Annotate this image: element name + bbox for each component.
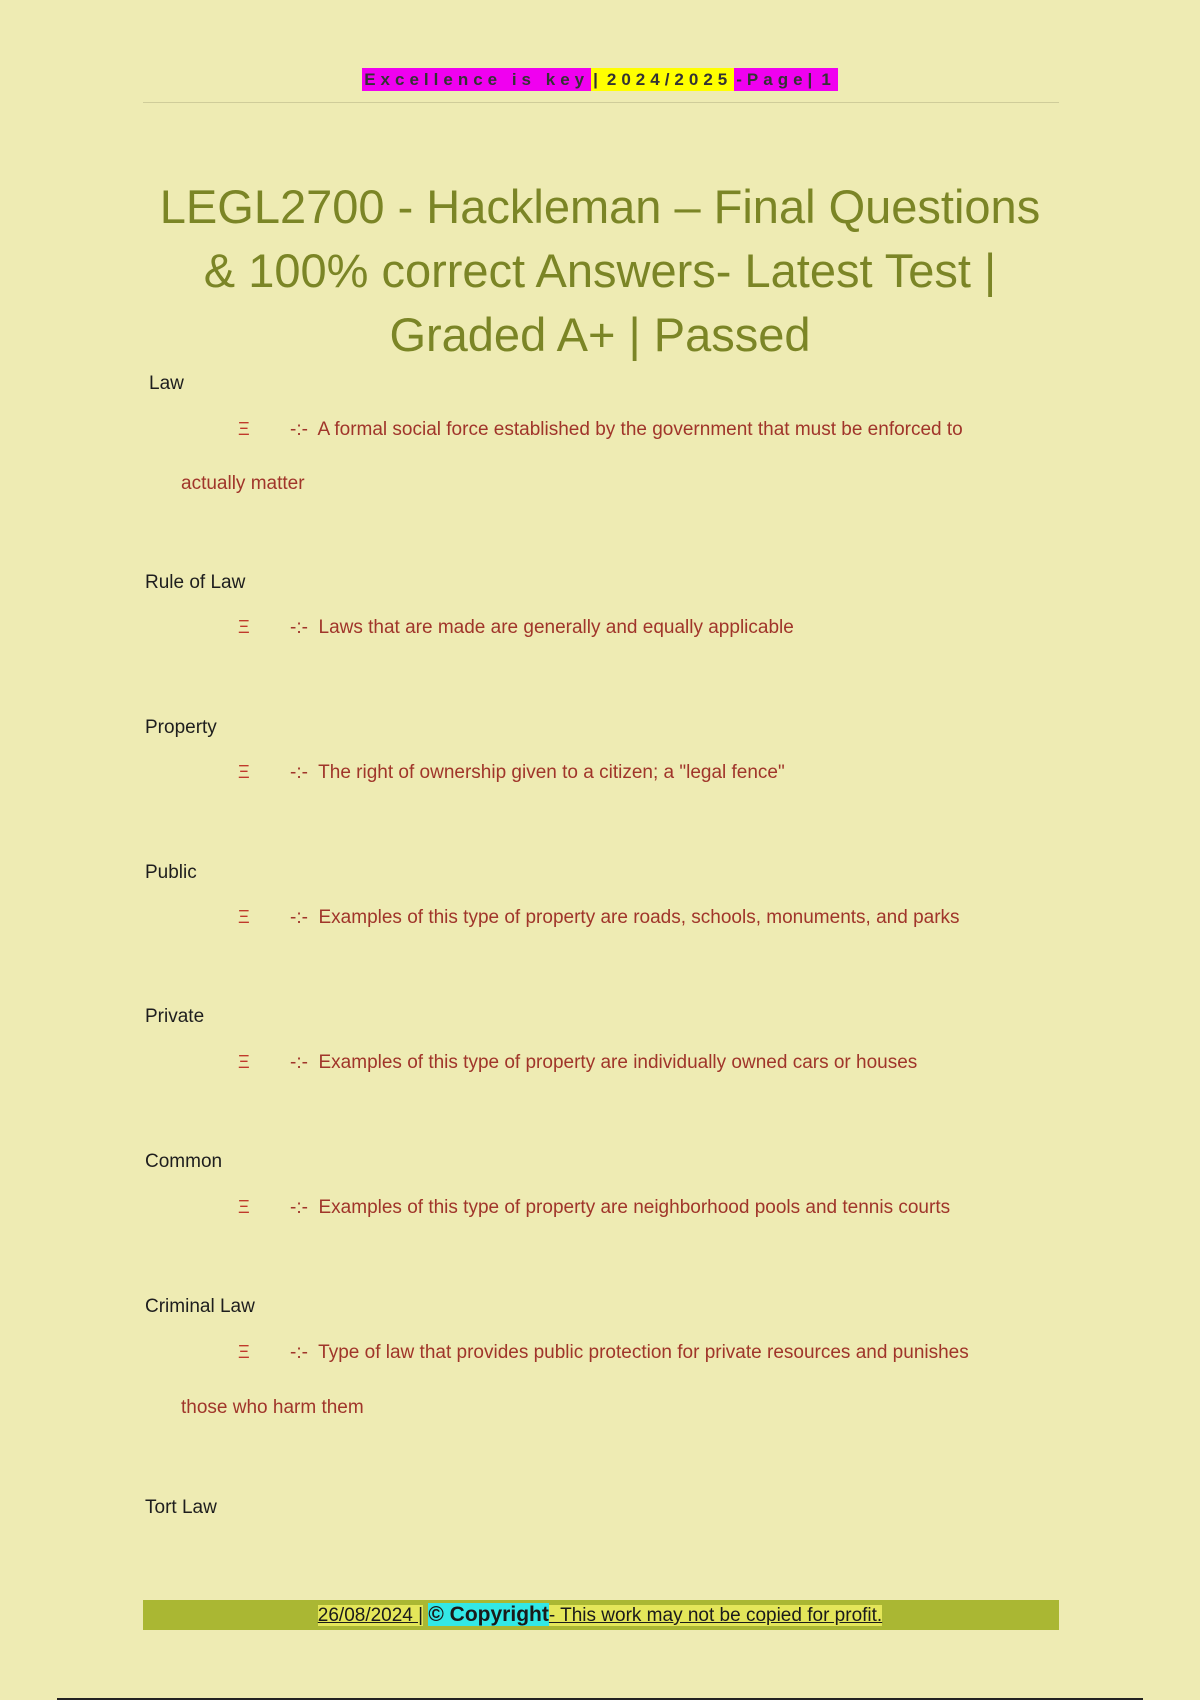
definition-public: -:- Examples of this type of property are roads, schools, monuments, and parks bbox=[290, 907, 960, 928]
document-title: LEGL2700 - Hackleman – Final Questions & 100% correct Answers- Latest Test | Graded A+ | Passed bbox=[159, 180, 1041, 361]
term-tort-law: Tort Law bbox=[145, 1497, 217, 1518]
bullet-icon: Ξ bbox=[238, 907, 250, 927]
term-criminal-law: Criminal Law bbox=[145, 1296, 255, 1317]
page-header bbox=[0, 70, 1200, 90]
bullet-icon: Ξ bbox=[238, 1052, 250, 1072]
definition-private: -:- Examples of this type of property are individually owned cars or houses bbox=[290, 1052, 918, 1073]
term-common: Common bbox=[145, 1151, 223, 1172]
header-page-number: 1 bbox=[821, 70, 836, 89]
bullet-icon: Ξ bbox=[238, 762, 250, 782]
bullet-icon: Ξ bbox=[238, 1342, 250, 1362]
definition-common: -:- Examples of this type of property are neighborhood pools and tennis courts bbox=[290, 1197, 951, 1218]
header-year: 2024/2025 bbox=[606, 70, 733, 89]
definition-property: -:- The right of ownership given to a citizen; a "legal fence" bbox=[290, 762, 785, 783]
header-page-label: -Page| bbox=[736, 70, 818, 89]
definition-criminal-law: -:- Type of law that provides public protection for private resources and punishes bbox=[290, 1342, 969, 1363]
page-footer bbox=[0, 1603, 1200, 1627]
footer-copyright: © Copyright bbox=[428, 1603, 549, 1626]
term-public: Public bbox=[145, 862, 197, 883]
term-rule-of-law: Rule of Law bbox=[145, 572, 246, 593]
term-private: Private bbox=[145, 1006, 205, 1027]
definition-criminal-law-continued: those who harm them bbox=[181, 1397, 364, 1418]
definition-law-continued: actually matter bbox=[181, 473, 305, 494]
bullet-icon: Ξ bbox=[238, 419, 250, 439]
header-divider bbox=[143, 102, 1059, 103]
bullet-icon: Ξ bbox=[238, 1197, 250, 1217]
footer-notice: - This work may not be copied for profit. bbox=[548, 1605, 883, 1626]
definition-rule-of-law: -:- Laws that are made are generally and equally applicable bbox=[290, 617, 794, 638]
header-separator: | bbox=[593, 70, 603, 89]
definition-law: -:- A formal social force established by the government that must be enforced to bbox=[290, 419, 963, 440]
term-property: Property bbox=[145, 717, 217, 738]
bullet-icon: Ξ bbox=[238, 617, 250, 637]
footer-date: 26/08/2024 | bbox=[317, 1605, 424, 1626]
header-tagline: Excellence is key bbox=[364, 70, 590, 89]
term-law: Law bbox=[149, 373, 184, 394]
